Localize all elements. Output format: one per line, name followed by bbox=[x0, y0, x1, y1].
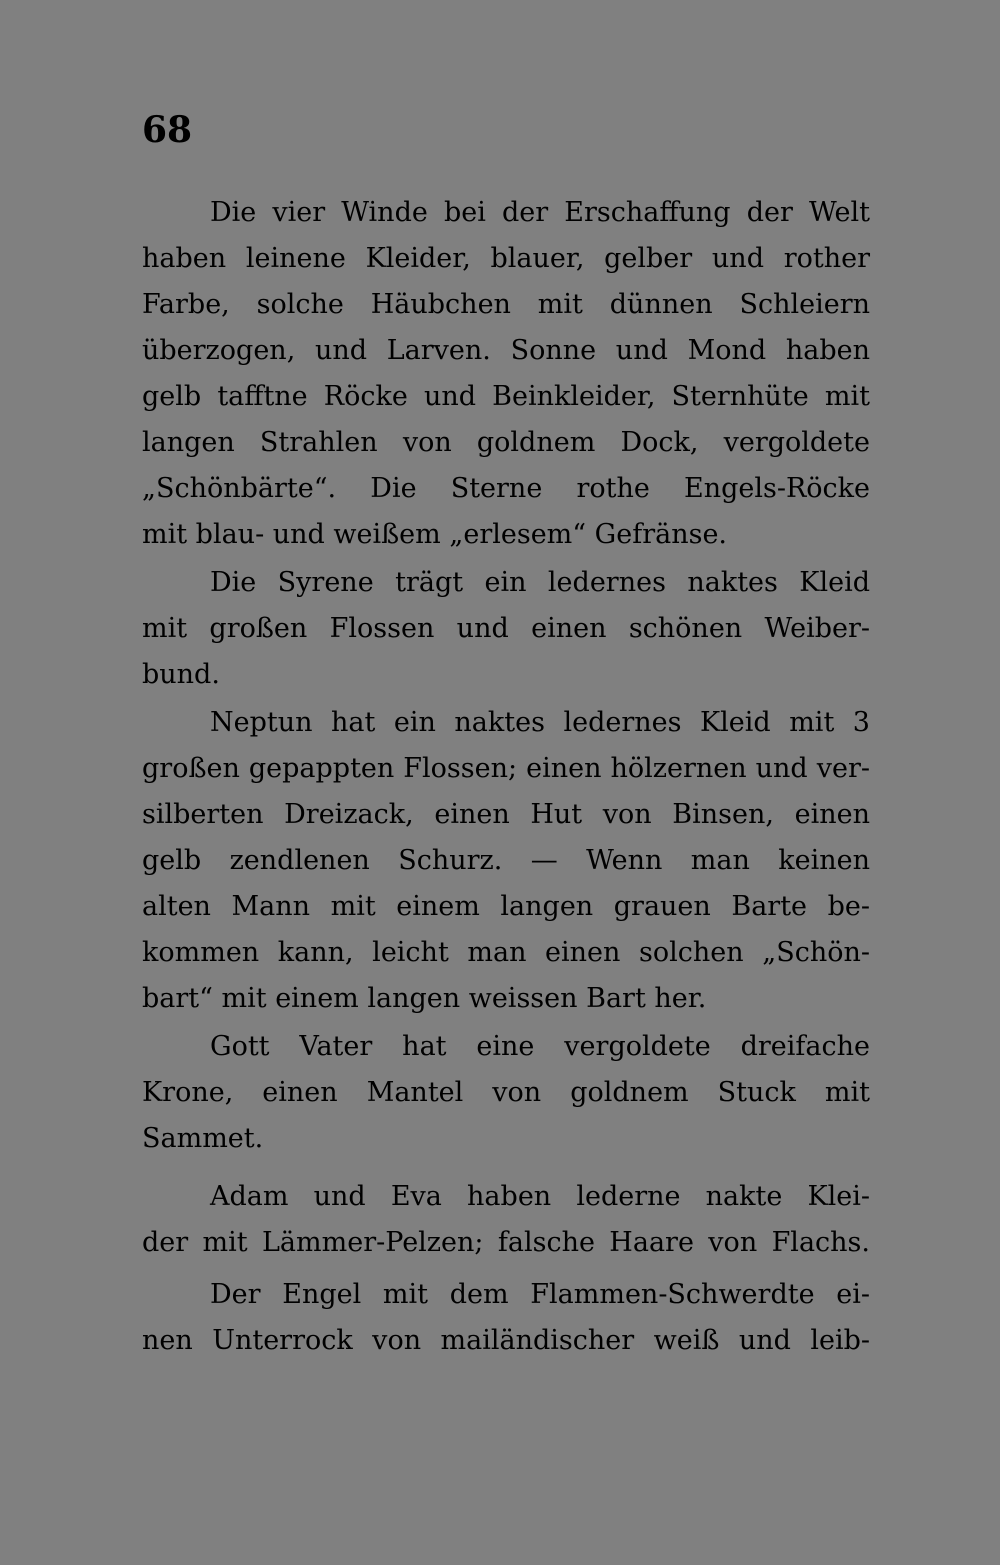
text-line: Krone, einen Mantel von goldnem Stuck mit bbox=[142, 1077, 870, 1108]
text-line: bund. bbox=[142, 659, 220, 690]
text-line: Der Engel mit dem Flammen-Schwerdte ei- bbox=[210, 1279, 870, 1310]
text-line: gelb zendlenen Schurz. — Wenn man keinen bbox=[142, 845, 870, 876]
text-line: Die vier Winde bei der Erschaffung der Welt bbox=[210, 197, 870, 228]
text-line: Gott Vater hat eine vergoldete dreifache bbox=[210, 1031, 870, 1062]
text-line: großen gepappten Flossen; einen hölzernen und ver- bbox=[142, 753, 870, 784]
text-line: alten Mann mit einem langen grauen Barte be- bbox=[142, 891, 870, 922]
text-line: bart“ mit einem langen weissen Bart her. bbox=[142, 983, 707, 1014]
text-line: „Schönbärte“. Die Sterne rothe Engels-Röcke bbox=[142, 473, 870, 504]
text-line: mit großen Flossen und einen schönen Weiber- bbox=[142, 613, 870, 644]
text-line: langen Strahlen von goldnem Dock, vergoldete bbox=[142, 427, 870, 458]
page-number: 68 bbox=[142, 109, 193, 151]
text-line: Adam und Eva haben lederne nakte Klei- bbox=[210, 1181, 870, 1212]
text-line: Farbe, solche Häubchen mit dünnen Schleiern bbox=[142, 289, 870, 320]
text-line: der mit Lämmer-Pelzen; falsche Haare von Flachs. bbox=[142, 1227, 870, 1258]
text-line: Neptun hat ein naktes ledernes Kleid mit 3 bbox=[210, 707, 870, 738]
text-line: Die Syrene trägt ein ledernes naktes Kleid bbox=[210, 567, 870, 598]
text-line: haben leinene Kleider, blauer, gelber und rother bbox=[142, 243, 870, 274]
text-line: gelb tafftne Röcke und Beinkleider, Sternhüte mit bbox=[142, 381, 870, 412]
text-line: Sammet. bbox=[142, 1123, 264, 1154]
text-line: überzogen, und Larven. Sonne und Mond haben bbox=[142, 335, 870, 366]
text-line: kommen kann, leicht man einen solchen „Schön- bbox=[142, 937, 870, 968]
text-line: nen Unterrock von mailändischer weiß und leib- bbox=[142, 1325, 870, 1356]
text-line: silberten Dreizack, einen Hut von Binsen, einen bbox=[142, 799, 870, 830]
text-line: mit blau- und weißem „erlesem“ Gefränse. bbox=[142, 519, 728, 550]
